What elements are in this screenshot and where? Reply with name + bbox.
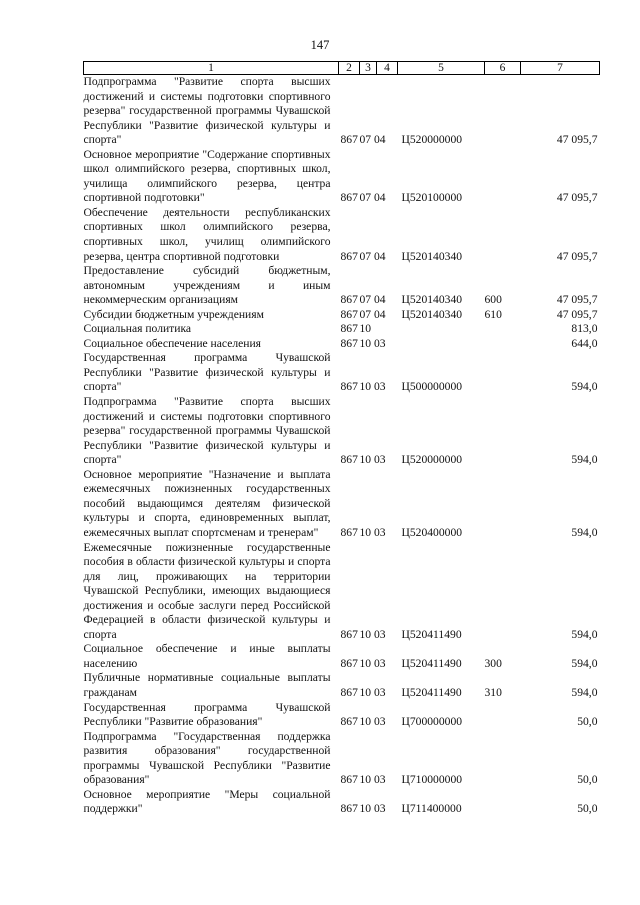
row-section-code: 10 03 — [359, 525, 386, 539]
row-target-article: Ц520411490 — [401, 656, 462, 670]
row-name: Государственная программа Чувашской Республики "Развитие образования" — [83, 700, 331, 729]
row-grbs-code: 867 — [340, 453, 358, 467]
table-row — [84, 206, 600, 264]
table-row — [84, 395, 600, 468]
row-section-code: 10 03 — [359, 380, 386, 394]
row-target-article: Ц520411490 — [401, 627, 462, 641]
row-target-article: Ц520000000 — [401, 453, 463, 467]
table-row — [84, 337, 600, 352]
row-section-code: 07 04 — [359, 307, 386, 321]
row-target-article: Ц500000000 — [401, 380, 463, 394]
row-grbs-code: 867 — [340, 773, 358, 787]
row-section-code: 10 03 — [359, 656, 386, 670]
row-amount: 594,0 — [571, 453, 598, 467]
row-name: Ежемесячные пожизненные государственные пособия в области физической культуры и спорта для лиц, проживающих на территории Чувашской Республики, имеющих выдающиеся достижения и особые заслуги перед Российской Федерацией в области физической культуры и спорта — [83, 540, 331, 641]
row-expense-type — [485, 788, 521, 817]
column-header-2: 2 — [339, 62, 360, 75]
row-grbs-code: 867 — [340, 685, 358, 699]
row-grbs-code: 867 — [340, 293, 358, 307]
column-header-5: 5 — [398, 62, 485, 75]
column-header-6: 6 — [485, 62, 521, 75]
table-row — [84, 541, 600, 643]
row-name: Публичные нормативные социальные выплаты гражданам — [83, 671, 331, 699]
row-expense-type — [485, 337, 521, 352]
row-section-code: 10 03 — [359, 802, 386, 816]
row-expense-type: 600 — [484, 293, 502, 307]
row-name: Подпрограмма "Развитие спорта высших достижений и системы подготовки спортивного резерва" государственной программы Чувашской Республики "Развитие физической культуры и спорта" — [83, 75, 331, 147]
row-amount: 50,0 — [577, 802, 598, 816]
budget-table — [83, 61, 600, 817]
row-amount: 594,0 — [571, 627, 598, 641]
row-expense-type — [485, 541, 521, 643]
row-name: Социальное обеспечение населения — [83, 336, 262, 350]
row-grbs-code: 867 — [340, 133, 358, 147]
row-amount: 644,0 — [571, 336, 598, 350]
row-section-code: 07 04 — [359, 249, 386, 263]
table-row — [84, 671, 600, 700]
row-name: Предоставление субсидий бюджетным, автономным учреждениям и иным некоммерческим организациям — [83, 264, 331, 307]
table-row — [84, 730, 600, 788]
row-target-article — [398, 322, 485, 337]
row-name: Государственная программа Чувашской Республики "Развитие физической культуры и спорта" — [83, 351, 331, 394]
row-target-article: Ц520000000 — [401, 133, 463, 147]
row-amount: 47 095,7 — [556, 307, 598, 321]
row-name: Социальная политика — [83, 322, 192, 336]
row-name: Подпрограмма "Государственная поддержка развития образования" государственной программы Чувашской Республики "Развитие образования" — [83, 729, 331, 787]
table-row — [84, 701, 600, 730]
row-target-article: Ц700000000 — [401, 715, 463, 729]
row-target-article: Ц520140340 — [401, 249, 463, 263]
row-target-article: Ц520140340 — [401, 307, 463, 321]
column-number-header — [84, 62, 600, 75]
row-grbs-code: 867 — [340, 307, 358, 321]
row-section-code: 10 — [359, 322, 372, 336]
row-section-code: 07 04 — [359, 191, 386, 205]
row-target-article: Ц711400000 — [401, 802, 462, 816]
row-section-code: 10 03 — [359, 685, 386, 699]
row-section-code: 10 03 — [359, 336, 386, 350]
table-row — [84, 468, 600, 541]
row-section-code: 07 04 — [359, 293, 386, 307]
row-target-article: Ц520411490 — [401, 685, 462, 699]
row-expense-type — [485, 701, 521, 730]
row-grbs-code: 867 — [340, 336, 358, 350]
row-target-article: Ц520400000 — [401, 525, 463, 539]
row-expense-type — [485, 322, 521, 337]
row-expense-type — [485, 468, 521, 541]
row-expense-type — [485, 730, 521, 788]
row-amount: 594,0 — [571, 525, 598, 539]
column-header-7: 7 — [521, 62, 600, 75]
row-grbs-code: 867 — [340, 656, 358, 670]
row-name: Социальное обеспечение и иные выплаты населению — [83, 642, 331, 670]
row-grbs-code: 867 — [340, 191, 358, 205]
row-grbs-code: 867 — [340, 249, 358, 263]
row-section-code: 10 03 — [359, 453, 386, 467]
row-target-article: Ц520140340 — [401, 293, 463, 307]
column-header-3: 3 — [360, 62, 377, 75]
row-amount: 47 095,7 — [556, 293, 598, 307]
row-grbs-code: 867 — [340, 380, 358, 394]
table-row — [84, 264, 600, 308]
row-amount: 47 095,7 — [556, 249, 598, 263]
table-row — [84, 642, 600, 671]
row-grbs-code: 867 — [340, 802, 358, 816]
row-grbs-code: 867 — [340, 715, 358, 729]
table-row — [84, 351, 600, 395]
row-expense-type — [485, 206, 521, 264]
row-amount: 50,0 — [577, 773, 598, 787]
row-amount: 50,0 — [577, 715, 598, 729]
row-grbs-code: 867 — [340, 322, 358, 336]
row-section-code: 10 03 — [359, 715, 386, 729]
row-expense-type — [485, 351, 521, 395]
row-amount: 47 095,7 — [556, 133, 598, 147]
table-row — [84, 75, 600, 148]
row-section-code: 10 03 — [359, 773, 386, 787]
table-body — [84, 75, 600, 817]
row-grbs-code: 867 — [340, 525, 358, 539]
row-amount: 594,0 — [571, 685, 598, 699]
row-expense-type: 310 — [484, 685, 502, 699]
column-header-4: 4 — [377, 62, 398, 75]
table-row — [84, 148, 600, 206]
row-target-article: Ц710000000 — [401, 773, 463, 787]
row-section-code: 10 03 — [359, 627, 386, 641]
row-amount: 813,0 — [571, 322, 598, 336]
page-number: 147 — [310, 38, 330, 52]
row-name: Основное мероприятие "Содержание спортивных школ олимпийского резерва, спортивных школ, училища олимпийского резерва, центра спортивной подготовки" — [83, 147, 331, 205]
row-expense-type — [485, 75, 521, 148]
row-amount: 594,0 — [571, 656, 598, 670]
row-section-code: 07 04 — [359, 133, 386, 147]
row-target-article — [398, 337, 485, 352]
row-name: Обеспечение деятельности республиканских спортивных школ олимпийского резерва, спортивных школ, училищ олимпийского резерва, центра спортивной подготовки — [83, 205, 331, 263]
row-name: Субсидии бюджетным учреждениям — [83, 307, 264, 321]
table-row — [84, 308, 600, 323]
row-name: Подпрограмма "Развитие спорта высших достижений и системы подготовки спортивного резерва" государственной программы Чувашской Республики "Развитие физической культуры и спорта" — [83, 395, 331, 467]
row-expense-type — [485, 148, 521, 206]
row-amount: 47 095,7 — [556, 191, 598, 205]
row-grbs-code: 867 — [340, 627, 358, 641]
row-expense-type — [485, 395, 521, 468]
column-header-1: 1 — [84, 62, 339, 75]
table-row — [84, 322, 600, 337]
row-target-article: Ц520100000 — [401, 191, 463, 205]
row-expense-type: 610 — [484, 307, 502, 321]
row-amount: 594,0 — [571, 380, 598, 394]
row-expense-type: 300 — [484, 656, 502, 670]
row-name: Основное мероприятие "Меры социальной поддержки" — [83, 787, 331, 816]
table-row — [84, 788, 600, 817]
row-name: Основное мероприятие "Назначение и выплата ежемесячных пожизненных государственных пособий выдающимся деятелям физической культуры и спорта, единовременных выплат, ежемесячных выплат спортсменам и тренерам" — [83, 467, 331, 539]
